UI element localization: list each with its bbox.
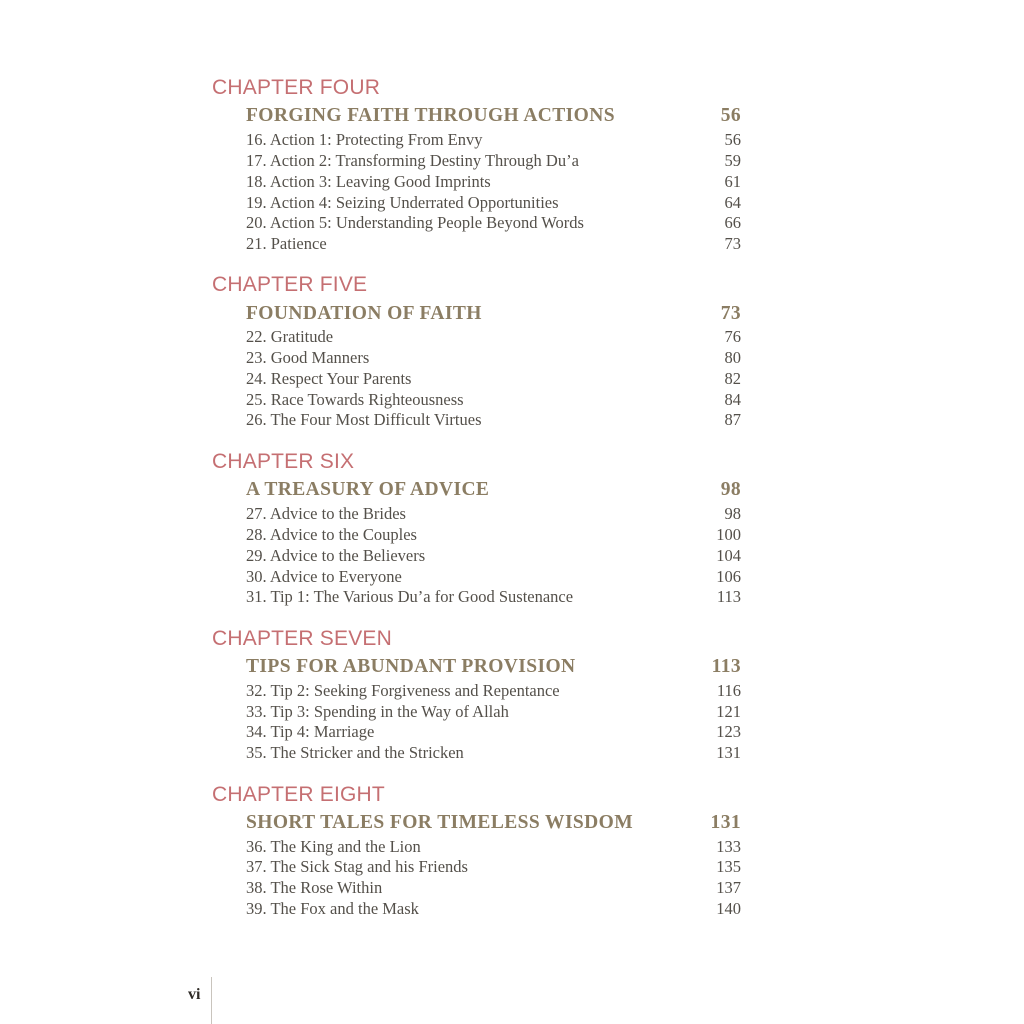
toc-entry[interactable] <box>246 877 741 898</box>
section-title-text: A TREASURY OF ADVICE <box>246 479 490 500</box>
toc-entry-page: 98 <box>724 504 741 523</box>
toc-entry[interactable] <box>246 129 741 150</box>
toc-entry-text: 25. Race Towards Righteousness <box>246 390 464 409</box>
toc-entry-text: 39. The Fox and the Mask <box>246 899 419 918</box>
toc-entry-text: 20. Action 5: Understanding People Beyond Words <box>246 213 584 232</box>
toc-entry[interactable] <box>246 326 741 347</box>
toc-entry-text: 37. The Sick Stag and his Friends <box>246 857 468 876</box>
toc-entry[interactable] <box>246 347 741 368</box>
toc-entry-text: 24. Respect Your Parents <box>246 369 412 388</box>
toc-entry[interactable] <box>246 898 741 919</box>
toc-entry[interactable] <box>246 409 741 430</box>
toc-entry-page: 123 <box>716 722 741 741</box>
toc-entry-page: 84 <box>724 390 741 409</box>
toc-entry-page: 106 <box>716 567 741 586</box>
toc-entry-page: 82 <box>724 369 741 388</box>
toc-entry[interactable] <box>246 701 741 722</box>
toc-entry[interactable] <box>246 150 741 171</box>
toc-entry-page: 104 <box>716 546 741 565</box>
toc-entry-page: 87 <box>724 410 741 429</box>
toc-entry-page: 140 <box>716 899 741 918</box>
toc-entry-page: 133 <box>716 837 741 856</box>
toc-entry-text: 23. Good Manners <box>246 348 370 367</box>
page-number: vi <box>188 986 201 1003</box>
section-title[interactable] <box>246 811 741 835</box>
toc-entry-page: 100 <box>716 525 741 544</box>
toc-entry-page: 76 <box>724 327 741 346</box>
toc-entry-text: 29. Advice to the Believers <box>246 546 426 565</box>
section-title-text: SHORT TALES FOR TIMELESS WISDOM <box>246 812 634 833</box>
toc-entry-page: 80 <box>724 348 741 367</box>
toc-entry-text: 17. Action 2: Transforming Destiny Through Du’a <box>246 151 579 170</box>
toc-entry-page: 56 <box>724 130 741 149</box>
section-title[interactable] <box>246 478 741 502</box>
toc-entry-text: 30. Advice to Everyone <box>246 567 402 586</box>
toc-entry-text: 19. Action 4: Seizing Underrated Opportunities <box>246 193 559 212</box>
section-page-number: 73 <box>720 303 741 324</box>
toc-entry-page: 64 <box>724 193 741 212</box>
toc-entry-text: 35. The Stricker and the Stricken <box>246 743 464 762</box>
toc-entry[interactable] <box>246 742 741 763</box>
section-title-text: TIPS FOR ABUNDANT PROVISION <box>246 656 576 677</box>
section-title[interactable] <box>246 302 741 326</box>
toc-entry-text: 32. Tip 2: Seeking Forgiveness and Repentance <box>246 681 560 700</box>
section-title-text: FOUNDATION OF FAITH <box>246 303 482 324</box>
toc-entry-page: 66 <box>724 213 741 232</box>
section-page-number: 113 <box>711 656 741 677</box>
section-page-number: 56 <box>720 105 741 126</box>
chapter-label: CHAPTER FOUR <box>212 76 381 99</box>
toc-entry-text: 28. Advice to the Couples <box>246 525 417 544</box>
chapter-label: CHAPTER SEVEN <box>212 627 392 650</box>
toc-entry-page: 135 <box>716 857 741 876</box>
toc-entry-page: 121 <box>716 702 741 721</box>
toc-entry-page: 73 <box>724 234 741 253</box>
toc-entry[interactable] <box>246 524 741 545</box>
toc-entry[interactable] <box>246 545 741 566</box>
section-title[interactable] <box>246 104 741 128</box>
toc-entry[interactable] <box>246 503 741 524</box>
toc-entry[interactable] <box>246 721 741 742</box>
toc-entry-text: 16. Action 1: Protecting From Envy <box>246 130 483 149</box>
toc-entry[interactable] <box>246 586 741 607</box>
toc-entry[interactable] <box>246 212 741 233</box>
toc-entry-text: 22. Gratitude <box>246 327 334 346</box>
toc-entry-text: 27. Advice to the Brides <box>246 504 406 523</box>
toc-entry[interactable] <box>246 233 741 254</box>
toc-entry-page: 131 <box>716 743 741 762</box>
toc-entry-text: 33. Tip 3: Spending in the Way of Allah <box>246 702 509 721</box>
toc-entry-page: 116 <box>716 681 741 700</box>
chapter-label: CHAPTER EIGHT <box>212 783 385 806</box>
toc-entry[interactable] <box>246 389 741 410</box>
toc-entry[interactable] <box>246 566 741 587</box>
margin-rule <box>211 977 212 1024</box>
toc-entry[interactable] <box>246 192 741 213</box>
section-page-number: 98 <box>720 479 741 500</box>
toc-entry-text: 38. The Rose Within <box>246 878 383 897</box>
toc-entry-text: 36. The King and the Lion <box>246 837 421 856</box>
section-title-text: FORGING FAITH THROUGH ACTIONS <box>246 105 615 126</box>
toc-entry-page: 113 <box>716 587 741 606</box>
chapter-label: CHAPTER SIX <box>212 450 355 473</box>
toc-entry[interactable] <box>246 856 741 877</box>
toc-entry-text: 34. Tip 4: Marriage <box>246 722 375 741</box>
chapter-label: CHAPTER FIVE <box>212 273 368 296</box>
section-page-number: 131 <box>710 812 741 833</box>
toc-entry-text: 31. Tip 1: The Various Du’a for Good Sustenance <box>246 587 574 606</box>
toc-entry-page: 61 <box>724 172 741 191</box>
toc-entry-text: 26. The Four Most Difficult Virtues <box>246 410 482 429</box>
section-title[interactable] <box>246 655 741 679</box>
toc-entry-text: 18. Action 3: Leaving Good Imprints <box>246 172 491 191</box>
toc-entry-text: 21. Patience <box>246 234 327 253</box>
toc-entry[interactable] <box>246 171 741 192</box>
toc-entry[interactable] <box>246 836 741 857</box>
toc-entry-page: 59 <box>724 151 741 170</box>
toc-entry-page: 137 <box>716 878 741 897</box>
toc-entry[interactable] <box>246 368 741 389</box>
toc-entry[interactable] <box>246 680 741 701</box>
